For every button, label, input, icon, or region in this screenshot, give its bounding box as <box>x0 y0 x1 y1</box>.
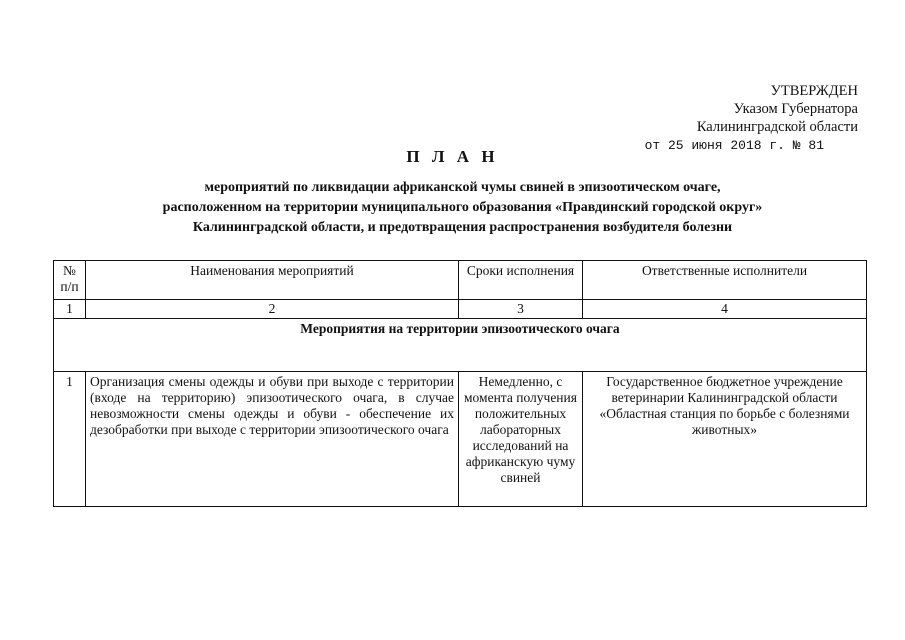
approval-line-decree: Указом Губернатора <box>733 101 858 117</box>
approval-date: от 25 июня 2018 г. № 81 <box>644 138 824 153</box>
document-subtitle <box>60 178 865 238</box>
table-row <box>54 372 867 507</box>
approval-line-region: Калининградской области <box>696 119 858 135</box>
subtitle-line: мероприятий по ликвидации африканской чумы свиней в эпизоотическом очаге, <box>204 180 721 195</box>
column-number: 1 <box>54 300 86 319</box>
table-header-row <box>54 261 867 300</box>
subtitle-line: расположенном на территории муниципального образования «Правдинский городской округ» <box>162 200 763 215</box>
plan-table <box>53 260 867 507</box>
document-title: П Л А Н <box>406 147 499 166</box>
approval-line-approved: УТВЕРЖДЕН <box>770 83 858 99</box>
row-responsible: Государственное бюджетное учреждение ветеринарии Калининградской области «Областная станция по борьбе с болезнями животных» <box>583 372 867 507</box>
header-terms: Сроки исполнения <box>459 261 583 300</box>
header-number: № п/п <box>54 261 86 300</box>
section-row <box>54 319 867 372</box>
column-number-row <box>54 300 867 319</box>
header-responsible: Ответственные исполнители <box>583 261 867 300</box>
row-number: 1 <box>54 372 86 507</box>
approval-stamp <box>600 82 858 155</box>
section-title: Мероприятия на территории эпизоотического очага <box>54 319 867 372</box>
subtitle-line: Калининградской области, и предотвращения распространения возбудителя болезни <box>192 220 733 235</box>
column-number: 4 <box>583 300 867 319</box>
column-number: 2 <box>86 300 459 319</box>
row-term: Немедленно, с момента получения положительных лабораторных исследований на африканскую чуму свиней <box>459 372 583 507</box>
column-number: 3 <box>459 300 583 319</box>
row-activity: Организация смены одежды и обуви при выходе с территории (входе на территорию) эпизоотического очага, в случае невозможности смены одежды и обуви - обеспечение их дезобработки при выходе с территории эпизоотического очага <box>86 372 459 507</box>
header-activity: Наименования мероприятий <box>86 261 459 300</box>
